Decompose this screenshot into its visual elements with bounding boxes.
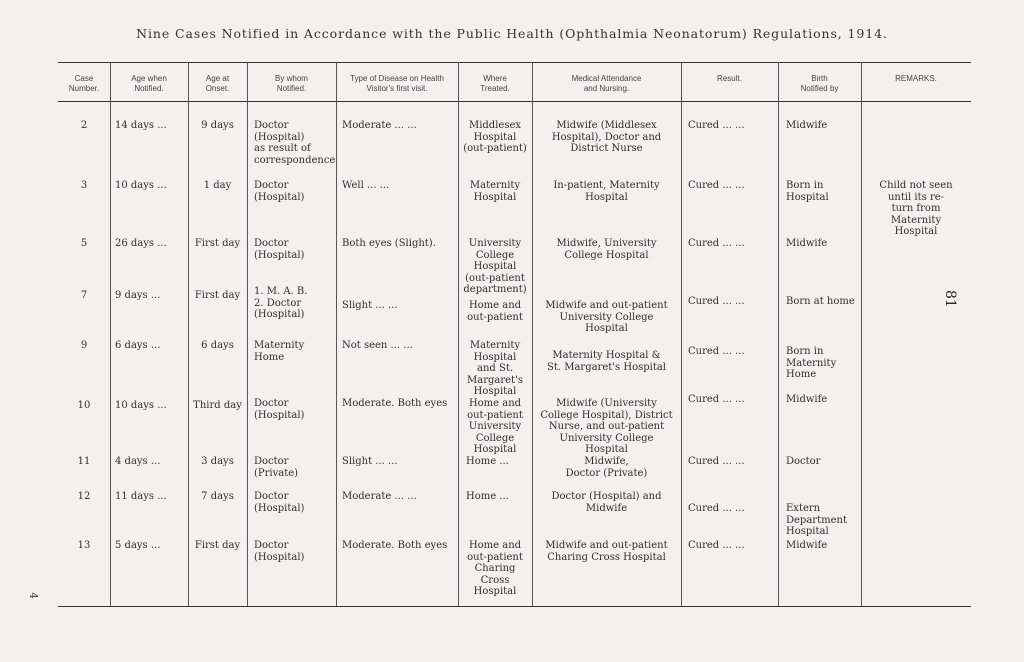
- cell-birth-notified: Midwife: [786, 540, 828, 551]
- header-result: Result.: [717, 74, 742, 83]
- cell-age-notified: 5 days ...: [115, 540, 161, 551]
- cell-case-number: 13: [77, 540, 91, 551]
- cell-case-number: 5: [80, 238, 88, 249]
- page-number: 81: [942, 290, 958, 308]
- cell-case-number: 3: [80, 180, 88, 191]
- cell-result: Cured ... ...: [688, 238, 745, 249]
- header-age-onset: Age at Onset.: [205, 74, 230, 93]
- cell-result: Cured ... ...: [688, 296, 745, 307]
- cell-disease-type: Moderate ... ...: [342, 120, 417, 131]
- cell-birth-notified: Born at home: [786, 296, 855, 307]
- cell-case-number: 10: [77, 400, 91, 411]
- header-remarks: REMARKS.: [895, 74, 937, 83]
- header-rule: [58, 101, 971, 102]
- cell-medical-attendance: Midwife, University College Hospital: [556, 238, 657, 261]
- cell-where-treated: University College Hospital (out-patient department): [463, 238, 527, 295]
- header-notified-by: By whom Notified.: [275, 74, 308, 93]
- cell-age-onset: 9 days: [201, 120, 234, 131]
- cell-birth-notified: Extern Department Hospital: [786, 503, 847, 537]
- cell-where-treated: Middlesex Hospital (out-patient): [463, 120, 527, 154]
- cell-disease-type: Moderate ... ...: [342, 491, 417, 502]
- table-title: Nine Cases Notified in Accordance with the Public Health (Ophthalmia Neonatorum) Regulations, 1914.: [136, 26, 888, 41]
- header-case-number: Case Number.: [68, 74, 100, 93]
- cell-medical-attendance: Midwife and out-patient Charing Cross Hospital: [545, 540, 668, 563]
- cell-age-onset: First day: [194, 540, 241, 551]
- cell-disease-type: Slight ... ...: [342, 456, 398, 467]
- cell-age-notified: 4 days ...: [115, 456, 161, 467]
- cell-birth-notified: Midwife: [786, 120, 828, 131]
- header-disease-type: Type of Disease on Health Visitor's first visit.: [350, 74, 444, 93]
- cell-notified-by: 1. M. A. B. 2. Doctor (Hospital): [254, 286, 308, 320]
- cell-notified-by: Doctor (Hospital) as result of correspondence: [254, 120, 336, 166]
- cell-age-notified: 26 days ...: [115, 238, 167, 249]
- cell-disease-type: Not seen ... ...: [342, 340, 413, 351]
- cell-age-notified: 10 days ...: [115, 180, 167, 191]
- cell-result: Cured ... ...: [688, 540, 745, 551]
- cell-age-notified: 6 days ...: [115, 340, 161, 351]
- cell-result: Cured ... ...: [688, 503, 745, 514]
- cell-case-number: 7: [80, 290, 88, 301]
- cell-age-notified: 14 days ...: [115, 120, 167, 131]
- column-divider: [110, 62, 111, 606]
- cell-notified-by: Doctor (Hospital): [254, 398, 305, 421]
- cell-where-treated: Home and out-patient: [467, 300, 523, 323]
- cell-disease-type: Moderate. Both eyes: [342, 398, 448, 409]
- cell-case-number: 11: [77, 456, 91, 467]
- cell-medical-attendance: In-patient, Maternity Hospital: [553, 180, 660, 203]
- cell-result: Cured ... ...: [688, 120, 745, 131]
- header-where-treated: Where Treated.: [480, 74, 510, 93]
- cell-medical-attendance: Doctor (Hospital) and Midwife: [551, 491, 662, 514]
- header-age-notified: Age when Notified.: [131, 74, 167, 93]
- column-divider: [861, 62, 862, 606]
- cell-result: Cured ... ...: [688, 180, 745, 191]
- cell-age-notified: 9 days ...: [115, 290, 161, 301]
- cell-birth-notified: Doctor: [786, 456, 821, 467]
- column-divider: [778, 62, 779, 606]
- cell-birth-notified: Midwife: [786, 238, 828, 249]
- cell-age-onset: 6 days: [201, 340, 234, 351]
- cell-result: Cured ... ...: [688, 346, 745, 357]
- cell-age-onset: Third day: [193, 400, 242, 411]
- cell-age-onset: First day: [194, 290, 241, 301]
- cell-notified-by: Doctor (Private): [254, 456, 299, 479]
- cell-notified-by: Doctor (Hospital): [254, 238, 305, 261]
- cell-medical-attendance: Midwife (University College Hospital), District Nurse, and out-patient University College Hospital: [540, 398, 673, 455]
- header-medical-attendance: Medical Attendance and Nursing.: [571, 74, 642, 93]
- cell-age-onset: 7 days: [201, 491, 234, 502]
- cell-notified-by: Doctor (Hospital): [254, 180, 305, 203]
- cell-disease-type: Moderate. Both eyes: [342, 540, 448, 551]
- cell-result: Cured ... ...: [688, 394, 745, 405]
- cell-case-number: 9: [80, 340, 88, 351]
- cell-disease-type: Slight ... ...: [342, 300, 398, 311]
- cell-age-onset: 1 day: [203, 180, 232, 191]
- column-divider: [681, 62, 682, 606]
- cell-case-number: 12: [77, 491, 91, 502]
- cell-where-treated: Maternity Hospital and St. Margaret's Hospital: [467, 340, 523, 397]
- cell-notified-by: Maternity Home: [254, 340, 305, 363]
- column-divider: [188, 62, 189, 606]
- cell-birth-notified: Born in Hospital: [786, 180, 829, 203]
- margin-mark: 4: [27, 592, 39, 599]
- top-rule: [58, 62, 971, 63]
- header-birth-notified: Birth Notified by: [800, 74, 839, 93]
- cell-where-treated: Home and out-patient University College Hospital: [467, 398, 523, 455]
- cell-where-treated: Home ...: [466, 456, 509, 467]
- cell-result: Cured ... ...: [688, 456, 745, 467]
- cell-notified-by: Doctor (Hospital): [254, 491, 305, 514]
- column-divider: [247, 62, 248, 606]
- bottom-rule: [58, 606, 971, 607]
- cell-age-notified: 10 days ...: [115, 400, 167, 411]
- cell-medical-attendance: Midwife, Doctor (Private): [565, 456, 648, 479]
- cell-medical-attendance: Maternity Hospital & St. Margaret's Hospital: [547, 350, 666, 373]
- cell-birth-notified: Midwife: [786, 394, 828, 405]
- cell-notified-by: Doctor (Hospital): [254, 540, 305, 563]
- cell-disease-type: Well ... ...: [342, 180, 390, 191]
- cell-remarks: Child not seen until its re- turn from Maternity Hospital: [879, 180, 953, 237]
- column-divider: [336, 62, 337, 606]
- cell-age-onset: First day: [194, 238, 241, 249]
- cell-disease-type: Both eyes (Slight).: [342, 238, 436, 249]
- cell-age-onset: 3 days: [201, 456, 234, 467]
- cell-medical-attendance: Midwife and out-patient University College Hospital: [545, 300, 668, 334]
- cell-medical-attendance: Midwife (Middlesex Hospital), Doctor and District Nurse: [551, 120, 662, 154]
- cell-where-treated: Home and out-patient Charing Cross Hospital: [467, 540, 523, 597]
- cell-birth-notified: Born in Maternity Home: [786, 346, 837, 380]
- cell-where-treated: Home ...: [466, 491, 509, 502]
- cell-where-treated: Maternity Hospital: [469, 180, 521, 203]
- cell-case-number: 2: [80, 120, 88, 131]
- cell-age-notified: 11 days ...: [115, 491, 167, 502]
